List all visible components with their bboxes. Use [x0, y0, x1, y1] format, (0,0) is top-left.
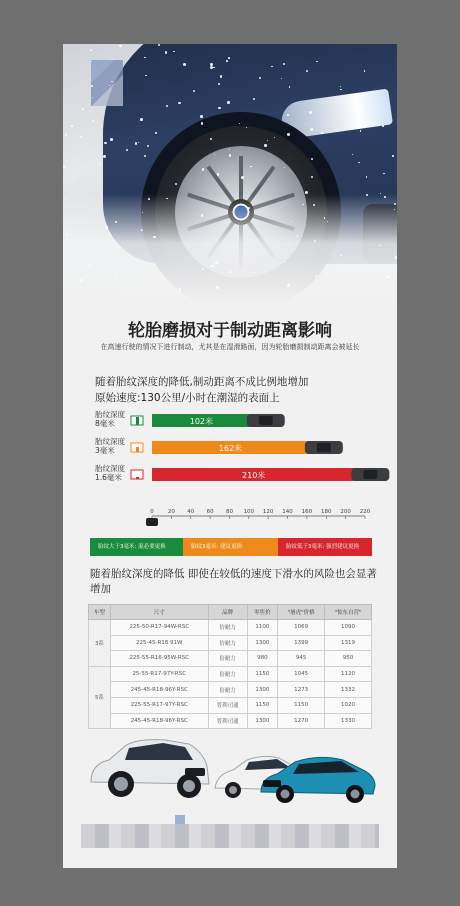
table-cell: 1090	[325, 620, 372, 636]
table-cell: 1045	[278, 666, 325, 682]
table-header-row	[89, 605, 372, 620]
table-cell: 1300	[247, 713, 277, 729]
table-cell: 倍耐力	[208, 682, 247, 698]
table-row	[89, 635, 372, 651]
table-cell: 1150	[247, 666, 277, 682]
table-cell: 1020	[325, 697, 372, 713]
poster	[63, 44, 397, 868]
tread-advice-band: 胎纹大于3毫米: 混必要更换	[90, 538, 183, 556]
x-tick-label: 40	[187, 509, 195, 515]
car-roof-icon	[259, 416, 273, 425]
tread-depth-mark	[136, 477, 139, 479]
category-label	[95, 410, 135, 428]
table-cell: 1319	[325, 635, 372, 651]
bar-value-label: 162米	[218, 444, 243, 453]
table-row	[89, 666, 372, 682]
table-row	[89, 713, 372, 729]
table-cell: 245-45-R18-96Y-RSC	[110, 713, 208, 729]
table-cell: 980	[247, 651, 277, 667]
chart-heading-line1: 随着胎纹深度的降低,制动距离不成比例地增加	[95, 376, 309, 388]
origin-car-icon	[146, 518, 158, 526]
blurred-logo-small	[175, 815, 185, 824]
x-tick-label: 200	[340, 509, 351, 515]
table-cell: 1150	[247, 697, 277, 713]
table-cell: 225-55-R16-95W-RSC	[110, 651, 208, 667]
table-cell: 倍耐力	[208, 620, 247, 636]
x-tick-label: 140	[282, 509, 293, 515]
chart	[63, 44, 397, 564]
tread-depth-mark	[136, 447, 139, 452]
table-cell: 倍耐力	[208, 666, 247, 682]
table-cell: 1273	[278, 682, 325, 698]
series-cell: 5系	[89, 666, 111, 728]
x-tick-label: 80	[225, 509, 233, 515]
white-suv-image	[85, 734, 215, 804]
column-header: 零售价	[247, 605, 277, 620]
table-cell: 1332	[325, 682, 372, 698]
table-cell: 950	[325, 651, 372, 667]
table-cell: 1300	[247, 682, 277, 698]
category-label-line: 8毫米	[95, 419, 115, 428]
x-tick-label: 100	[243, 509, 255, 515]
category-label-line: 胎纹深度	[95, 464, 125, 473]
tire-price-table	[88, 604, 372, 729]
x-tick-label: 220	[359, 509, 371, 515]
table-cell: 25-55-R17-97Y-RSC	[110, 666, 208, 682]
table-cell: 1150	[278, 697, 325, 713]
x-tick-label: 60	[206, 509, 214, 515]
bar-value-label: 210米	[242, 471, 266, 480]
column-header: 品牌	[208, 605, 247, 620]
category-label-line: 胎纹深度	[95, 437, 125, 446]
table-cell: 1270	[278, 713, 325, 729]
category-label	[95, 437, 135, 455]
table-cell: 普利司通	[208, 697, 247, 713]
tread-advice-band: 胎纹低于3毫米: 强烈建议更换	[278, 538, 372, 556]
table-cell: 倍耐力	[208, 651, 247, 667]
table-cell: 1330	[325, 713, 372, 729]
blurred-footer	[81, 824, 379, 848]
table-heading: 随着胎纹深度的降低 即使在较低的速度下滑水的风险也会显著增加	[90, 568, 377, 595]
table-cell: 225-55-R17-97Y-RSC	[110, 697, 208, 713]
table-cell: 225-50-R17-94W-RSC	[110, 620, 208, 636]
x-tick-label: 120	[262, 509, 274, 515]
table-row	[89, 651, 372, 667]
table-cell: 1100	[247, 620, 277, 636]
page-subtitle: 在高速行驶的情况下进行制动，尤其是在湿滑路面，因为轮胎磨损制动距离会被延长	[100, 343, 360, 351]
category-label-line: 3毫米	[95, 446, 115, 455]
table-cell: 普利司通	[208, 713, 247, 729]
table-row	[89, 682, 372, 698]
table-cell: 1120	[325, 666, 372, 682]
table-row	[89, 620, 372, 636]
column-header: "屠虎"价格	[278, 605, 325, 620]
table-cell: 945	[278, 651, 325, 667]
bar-value-label: 102米	[189, 417, 214, 426]
tread-advice-band: 胎纹3毫米: 建议更换	[183, 538, 278, 556]
table-row	[89, 697, 372, 713]
table-cell: 245-45-R18-96Y-RSC	[110, 682, 208, 698]
car-roof-icon	[363, 470, 377, 479]
x-tick-label: 20	[167, 509, 175, 515]
column-header: 车型	[89, 605, 111, 620]
table-cell: 1069	[278, 620, 325, 636]
column-header: 尺寸	[110, 605, 208, 620]
table-cell: 1399	[278, 635, 325, 651]
blue-sedan-image	[259, 752, 377, 804]
table-cell: 225-45-R18 91W	[110, 635, 208, 651]
category-label-line: 胎纹深度	[95, 410, 125, 419]
category-label	[95, 464, 135, 482]
series-cell: 3系	[89, 620, 111, 667]
chart-heading-line2: 原始速度:130公里/小时在潮湿的表面上	[95, 392, 280, 404]
category-label-line: 1.6毫米	[95, 473, 122, 482]
x-tick-label: 160	[301, 509, 313, 515]
x-tick-label: 180	[321, 509, 332, 515]
column-header: "惊东自营"	[325, 605, 372, 620]
tread-depth-mark	[136, 417, 139, 425]
table-cell: 倍耐力	[208, 635, 247, 651]
x-tick-label: 0	[150, 509, 154, 515]
page-title: 轮胎磨损对于制动距离影响	[128, 321, 332, 341]
table-cell: 1300	[247, 635, 277, 651]
car-roof-icon	[317, 443, 331, 452]
